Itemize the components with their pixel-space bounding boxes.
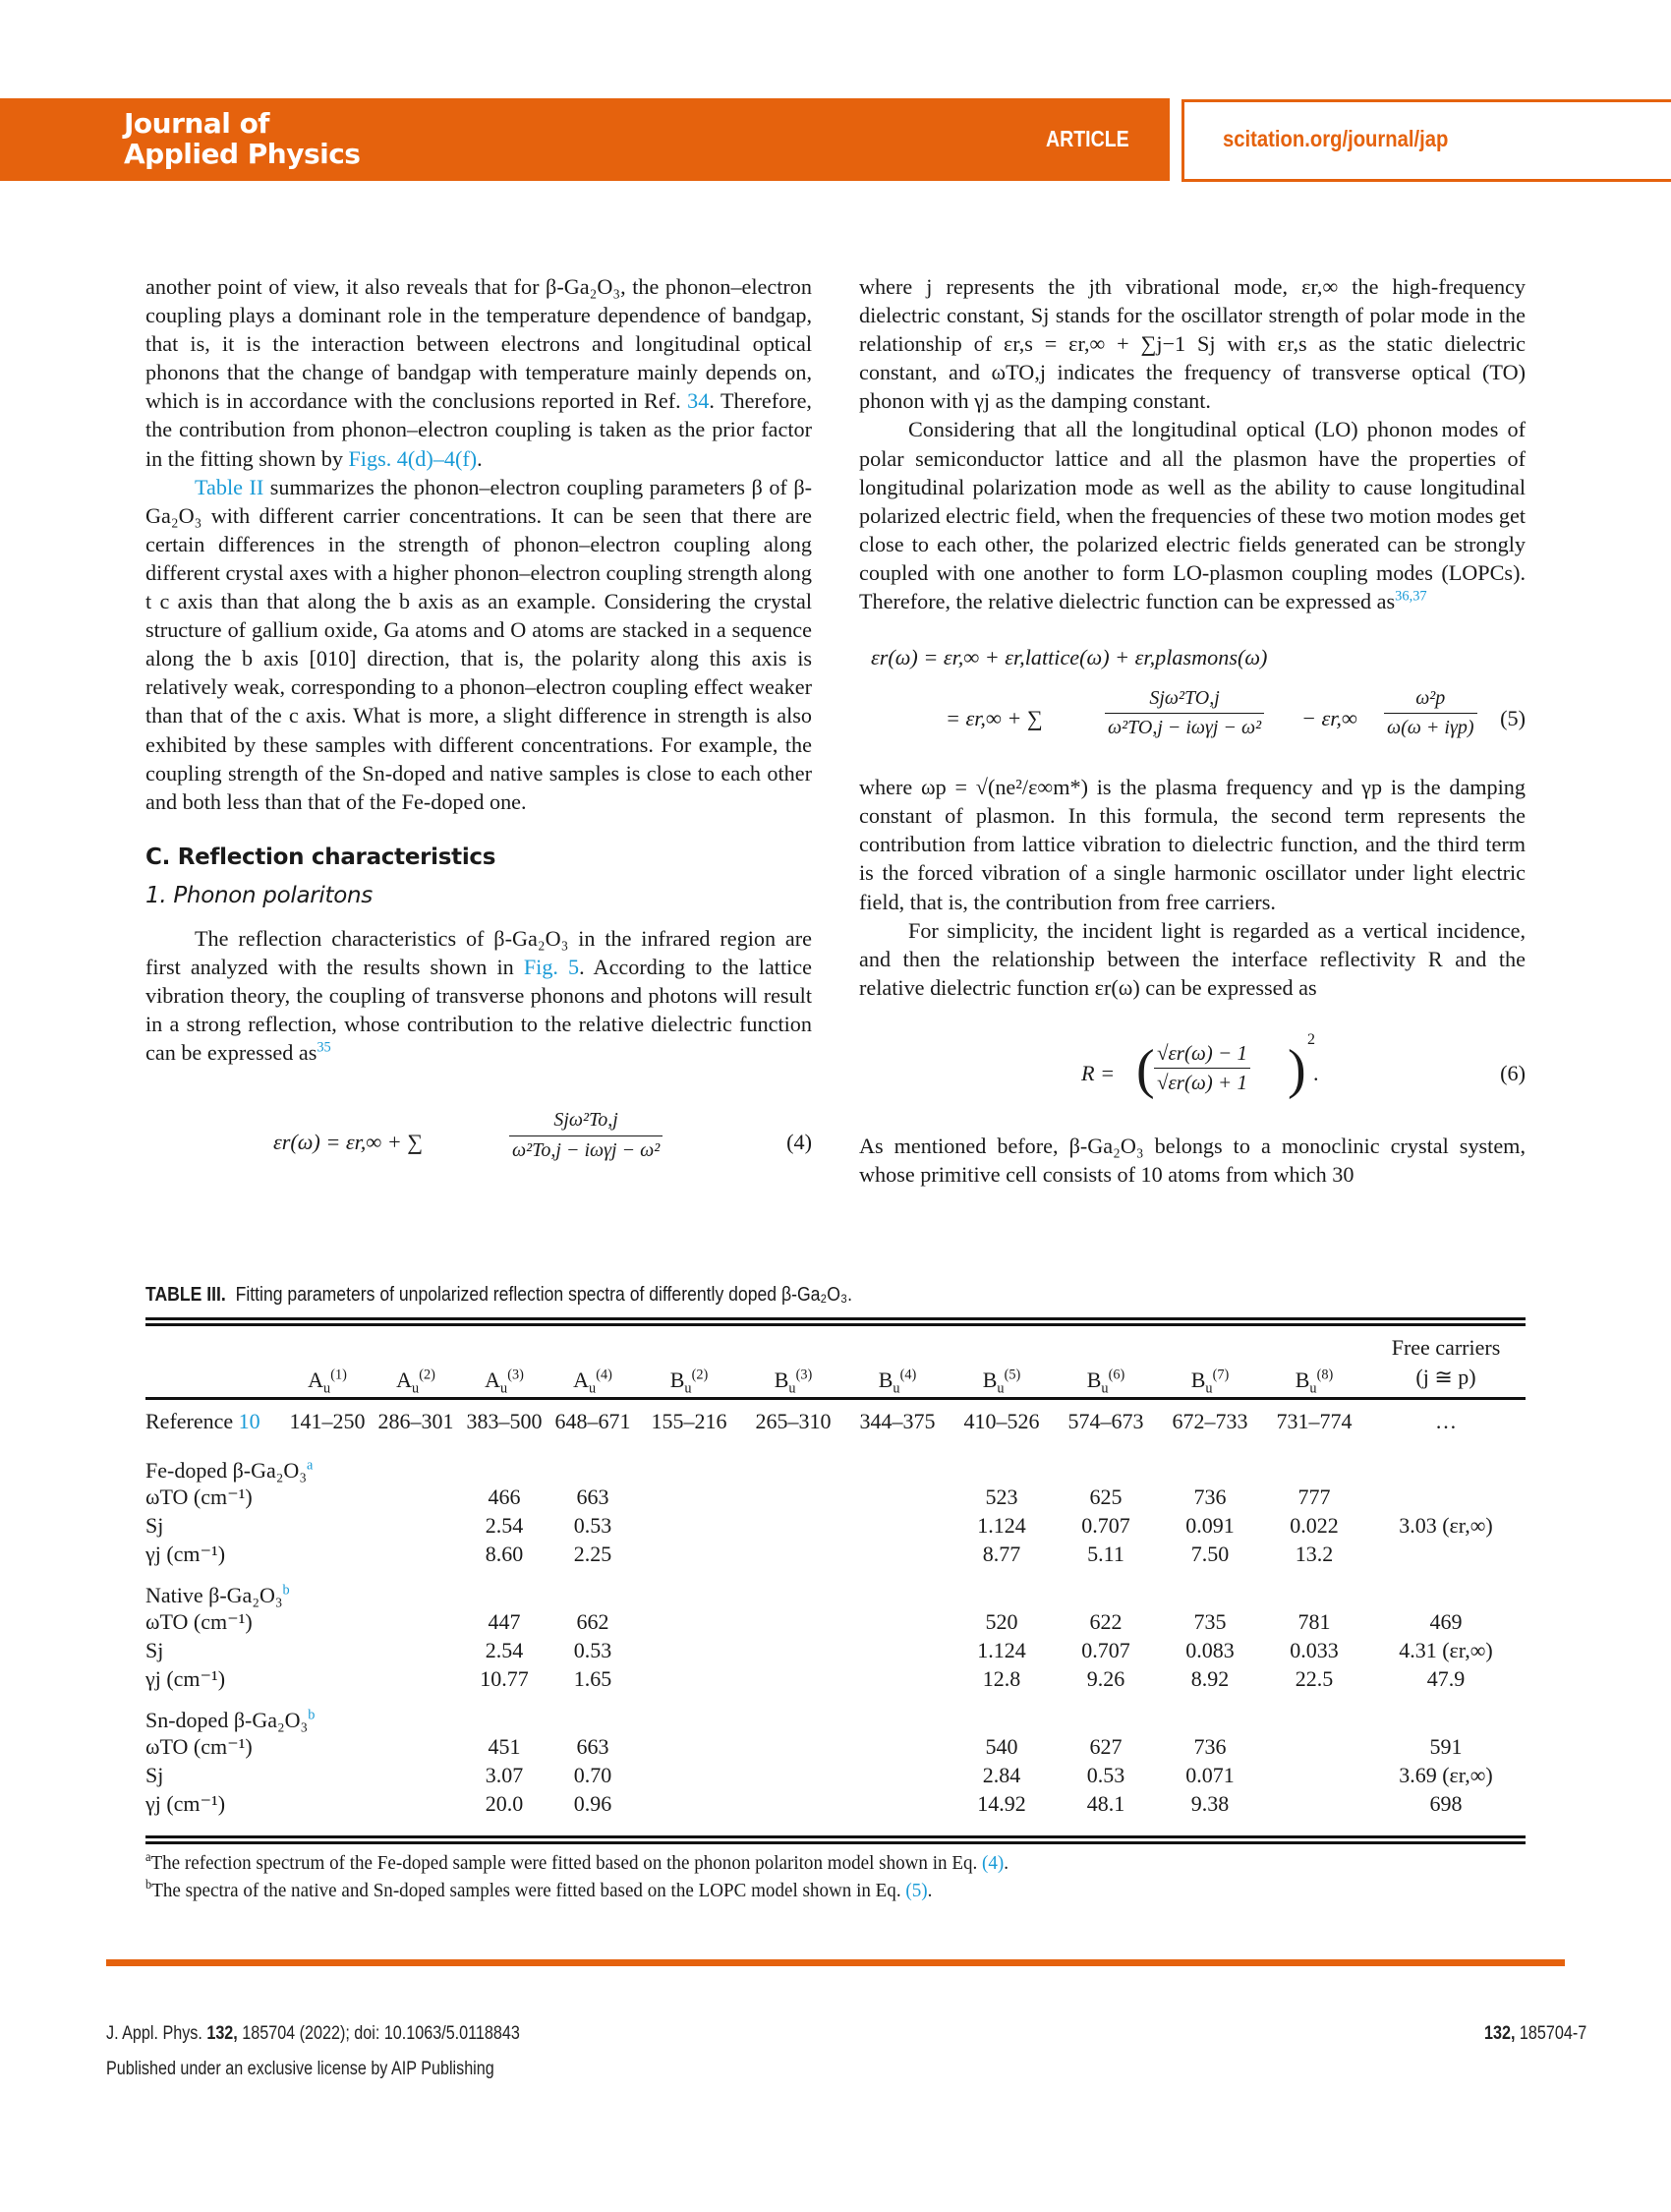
equation-number: (6) xyxy=(1500,1060,1526,1085)
table-bottom-rule xyxy=(145,1841,1526,1844)
table-bottom-rule xyxy=(145,1835,1526,1838)
right-column xyxy=(859,272,1526,1189)
paragraph: another point of view, it also reveals that for β-Ga₂O₃, the phonon–electron coupling plays a dominant role in the temperature dependence of bandgap, that is, it is the interaction between electrons and longitudinal optical phonons that the change of bandgap with temperature mainly depends on, which is in accordance with the conclusions reported in Ref. 34. Therefore, the contribution from phonon–electron coupling is taken as the prior factor in the fitting shown by Figs. 4(d)–4(f). xyxy=(145,274,812,471)
table-group-heading: Sn-doped β-Ga₂O₃$^b$ xyxy=(145,1707,316,1732)
table-group-heading: Fe-doped β-Ga₂O₃$^a$ xyxy=(145,1457,314,1483)
footer-rule xyxy=(106,1959,1565,1966)
equation-6: R = ( $\frac{√\varepsilon r(\omega) - 1}{√\varepsilon r(\omega) + 1}$ ) 2 . (6) xyxy=(1081,1030,1526,1100)
journal-title-line1: Journal of xyxy=(124,107,269,140)
table-ii-link[interactable]: Table II xyxy=(195,474,264,499)
equation-5: εr(ω) = εr,∞ + εr,lattice(ω) + εr,plasmons(ω) = εr,∞ + ∑ Sjω²TO,j ω²TO,j − iωγj − ω² − εr,∞ ω²p ω(ω + iγp) (5) xyxy=(871,645,1526,739)
header-bu5: $B_u^{(5)}$ xyxy=(982,1367,1021,1396)
ref-link-36-37[interactable]: 36,37 xyxy=(1395,588,1427,605)
header-bu3: $B_u^{(3)}$ xyxy=(774,1367,813,1396)
ref-link-34[interactable]: 34 xyxy=(687,388,710,414)
table-row: γj (cm⁻¹) 8.60 2.25 8.77 5.11 7.50 13.2 xyxy=(145,1542,1334,1566)
table-row: γj (cm⁻¹) 10.77 1.65 12.8 9.26 8.92 22.5 47.9 xyxy=(145,1666,1466,1691)
paragraph: where j represents the jth vibrational mode, εr,∞ the high-frequency dielectric constant, Sj stands for the oscillator strength of polar mode in the relationship of εr,s = εr,∞ + ∑j−1 Sj with εr,s as the static dielectric constant, and ωTO,j indicates the frequency of transverse optical (TO) phonon with γj as the damping constant. xyxy=(859,274,1526,414)
table-row: Sj 3.07 0.70 2.84 0.53 0.071 3.69 (εr,∞) xyxy=(145,1763,1493,1787)
subsection-heading: 1. Phonon polaritons xyxy=(145,882,373,908)
footnote-a-link[interactable]: a xyxy=(307,1457,314,1474)
header-bu6: $B_u^{(6)}$ xyxy=(1086,1367,1125,1396)
table-top-rule xyxy=(145,1317,1526,1320)
table-row: γj (cm⁻¹) 20.0 0.96 14.92 48.1 9.38 698 xyxy=(145,1791,1463,1816)
citation: J. Appl. Phys. 132, 185704 (2022); doi: 10.1063/5.0118843 xyxy=(106,2023,520,2044)
left-column xyxy=(145,272,812,1185)
footnote-b-link[interactable]: b xyxy=(282,1582,290,1599)
page-number: 132, 185704-7 xyxy=(1484,2023,1587,2044)
ref-link-10[interactable]: 10 xyxy=(238,1409,260,1434)
eq4-link[interactable]: (4) xyxy=(982,1852,1005,1874)
header-au1: $A_u^{(1)}$ xyxy=(308,1367,347,1396)
table-caption: TABLE III. Fitting parameters of unpolarized reflection spectra of differently doped β-Ga₂O₃. xyxy=(145,1284,853,1306)
header-bu8: $B_u^{(8)}$ xyxy=(1295,1367,1334,1396)
table-header-row xyxy=(145,1333,1526,1363)
header-au3: $A_u^{(3)}$ xyxy=(485,1367,524,1396)
header-au2: $A_u^{(2)}$ xyxy=(396,1367,435,1396)
table-row: Sj 2.54 0.53 1.124 0.707 0.083 0.033 4.31 (εr,∞) xyxy=(145,1638,1493,1662)
journal-url-link[interactable]: scitation.org/journal/jap xyxy=(1223,126,1449,151)
paragraph: where ωp = √(ne²/ε∞m*) is the plasma frequency and γp is the damping constant of plasmon. In this formula, the second term represents the contribution from lattice vibration to dielectric function, and the third term is the forced vibration of a single harmonic oscillator under light electric field, that is, the contribution from free carriers. xyxy=(859,775,1526,914)
table-group-heading: Native β-Ga₂O₃$^b$ xyxy=(145,1582,290,1607)
footnote-a: $^a$The refection spectrum of the Fe-doped sample were fitted based on the phonon polariton model shown in Eq. (4). xyxy=(145,1849,1009,1874)
fig5-link[interactable]: Fig. 5 xyxy=(523,955,580,980)
equation-4: εr(ω) = εr,∞ + ∑ Sjω²To,j ω²To,j − iωγj − ω² (4) xyxy=(145,1106,812,1185)
equation-number: (4) xyxy=(786,1130,812,1155)
paragraph: Considering that all the longitudinal optical (LO) phonon modes of polar semiconductor lattice and all the plasmon have the properties of longitudinal polarization mode as well as the ability to cause longitudinal polarized electric field, when the frequencies of these two motion modes get close to each other, the polarized electric fields generated can be strongly coupled with one another to form LO-plasmon coupling modes (LOPCs). Therefore, the relative dielectric function can be expressed as$^{36,37}$ xyxy=(859,417,1526,614)
table-row: ωTO (cm⁻¹) 466 663 523 625 736 777 xyxy=(145,1484,1331,1509)
eq5-link[interactable]: (5) xyxy=(905,1880,928,1901)
header-free-carriers: Free carriers xyxy=(1391,1335,1501,1360)
table-header-row xyxy=(145,1363,1526,1399)
paragraph: For simplicity, the incident light is regarded as a vertical incidence, and then the relationship between the interface reflectivity R and the relative dielectric function εr(ω) can be expressed as xyxy=(859,917,1526,1000)
table-row: ωTO (cm⁻¹) 447 662 520 622 735 781 469 xyxy=(145,1609,1463,1634)
license-text: Published under an exclusive license by AIP Publishing xyxy=(106,2059,494,2079)
equation-number: (5) xyxy=(1500,706,1526,731)
paragraph: Table II summarizes the phonon–electron coupling parameters β of β-Ga₂O₃ with different carrier concentrations. It can be seen that there are certain differences in the strength of phonon–electron coupling along different crystal axes with a higher phonon–electron coupling strength along t c axis than that along the b axis as an example. Considering the crystal structure of gallium oxide, Ga atoms and O atoms are stacked in a sequence along the b axis [010] direction, that is, the polarity along this axis is relatively weak, corresponding to a phonon–electron coupling effect weaker than that of the c axis. What is more, a slight difference in strength is also exhibited by these samples with different concentrations. For example, the coupling strength of the Sn-doped and native samples is close to each other and both less than that of the Fe-doped one. xyxy=(145,474,813,814)
header-bu2: $B_u^{(2)}$ xyxy=(669,1367,709,1396)
table-row: Reference 10 141–250 286–301 383–500 648–671 155–216 265–310 344–375 410–526 574–673 672–733 731–774 … xyxy=(145,1409,1457,1434)
header-bu7: $B_u^{(7)}$ xyxy=(1190,1367,1230,1396)
header-bu4: $B_u^{(4)}$ xyxy=(878,1367,917,1396)
paragraph: As mentioned before, β-Ga₂O₃ belongs to a monoclinic crystal system, whose primitive cell consists of 10 atoms from which 30 xyxy=(859,1133,1526,1187)
header-free-carriers-sub: (j ≅ p) xyxy=(1415,1364,1476,1389)
footnote-b: $^b$The spectra of the native and Sn-doped samples were fitted based on the LOPC model shown in Eq. (5). xyxy=(145,1877,933,1901)
table-top-rule xyxy=(145,1323,1526,1326)
journal-title-line2: Applied Physics xyxy=(124,138,361,170)
figs-link[interactable]: Figs. 4(d)–4(f) xyxy=(348,445,478,471)
footnote-b-link[interactable]: b xyxy=(308,1707,316,1723)
paragraph: The reflection characteristics of β-Ga₂O₃ in the infrared region are first analyzed with the results shown in Fig. 5. According to the lattice vibration theory, the coupling of transverse phonons and photons will result in a strong reflection, whose contribution to the relative dielectric function can be expressed $as^{35}$ xyxy=(145,925,812,1066)
table-iii xyxy=(145,1333,1526,1819)
header-au4: $A_u^{(4)}$ xyxy=(573,1367,612,1396)
journal-title xyxy=(124,108,360,169)
ref-link-35[interactable]: 35 xyxy=(317,1039,331,1056)
article-label: ARTICLE xyxy=(1046,126,1129,151)
table-row: Sj 2.54 0.53 1.124 0.707 0.091 0.022 3.03 (εr,∞) xyxy=(145,1513,1493,1538)
table-row: ωTO (cm⁻¹) 451 663 540 627 736 591 xyxy=(145,1734,1463,1759)
section-heading: C. Reflection characteristics xyxy=(145,844,496,870)
